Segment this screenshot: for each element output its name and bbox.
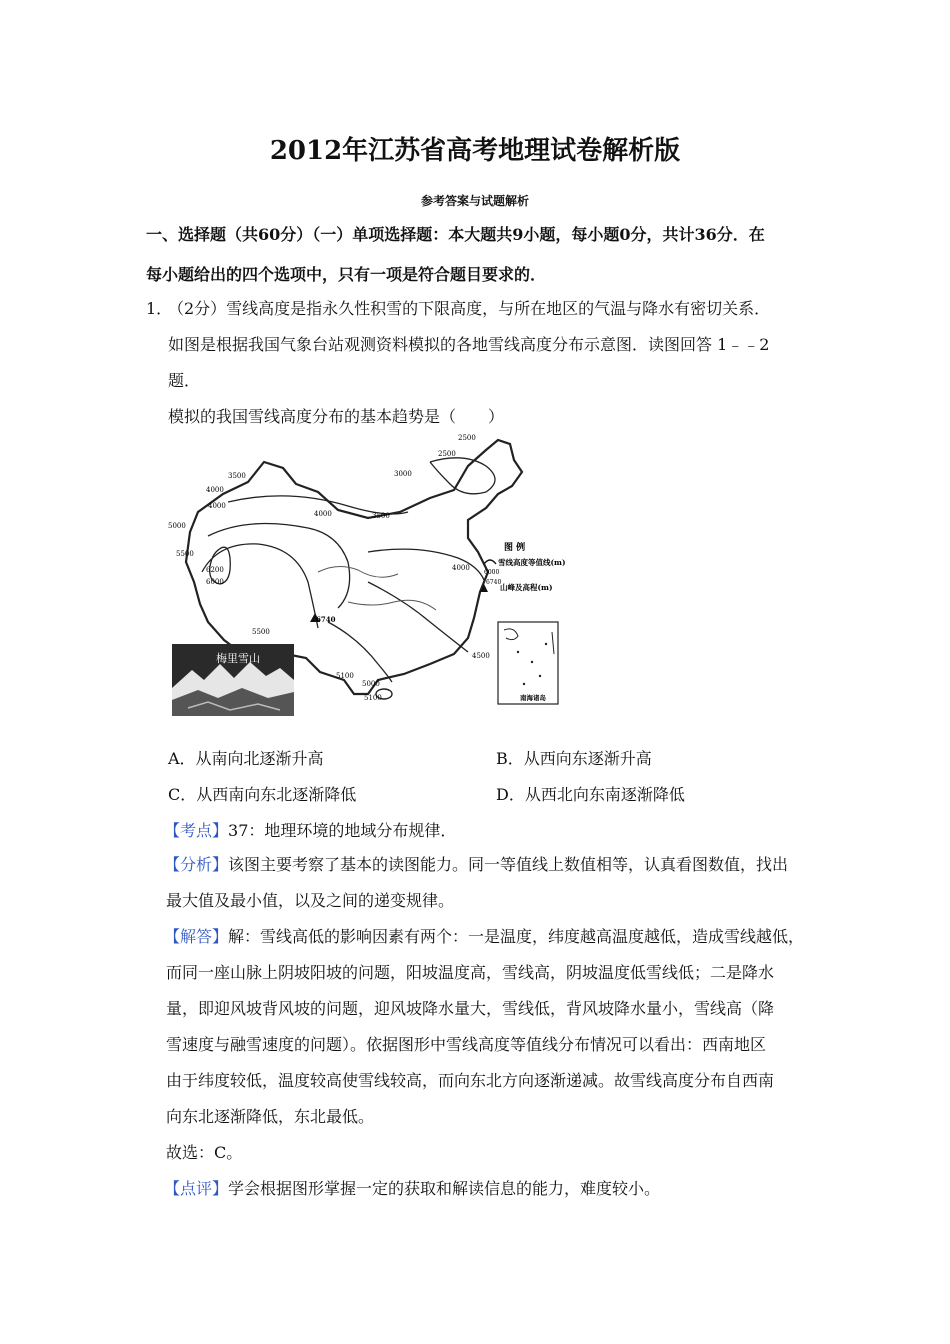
kaodian-tag: 【考点】 [164, 821, 229, 840]
jieda-line1: 解：雪线高低的影响因素有两个：一是温度，纬度越高温度越低，造成雪线越低， [228, 927, 805, 946]
contour-label: 6000 [206, 578, 224, 586]
contour-label: 4500 [472, 652, 490, 660]
contour-label: 4000 [206, 486, 224, 494]
option-b: B．从西向东逐渐升高 [496, 749, 652, 768]
section-heading-line2: 每小题给出的四个选项中，只有一项是符合题目要求的． [146, 265, 547, 284]
contour-label: 5500 [252, 628, 270, 636]
jieda-line4: 雪速度与融雪速度的问题）。依据图形中雪线高度等值线分布情况可以看出：西南地区 [166, 1035, 767, 1054]
section-heading-line1: 一、选择题（共60分）（一）单项选择题：本大题共9小题，每小题0分，共计36分．在 [146, 225, 765, 244]
jieda-line2: 而同一座山脉上阴坡阳坡的问题，阳坡温度高，雪线高，阴坡温度低雪线低；二是降水 [166, 963, 775, 982]
question-number: 1． [146, 299, 173, 318]
contour-label: 4000 [452, 564, 470, 572]
dianping-text: 学会根据图形掌握一定的获取和解读信息的能力，难度较小。 [228, 1179, 661, 1198]
page-title: 2012年江苏省高考地理试卷解析版 [269, 136, 681, 166]
jieda-tag: 【解答】 [164, 927, 229, 946]
option-c: C．从西南向东北逐渐降低 [168, 785, 357, 804]
jieda-line3: 量，即迎风坡背风坡的问题，迎风坡降水量大，雪线低，背风坡降水量小，雪线高（降 [166, 999, 775, 1018]
kaodian-row [164, 818, 456, 841]
south-china-sea-inset [498, 622, 558, 704]
option-d: D．从西北向东南逐渐降低 [496, 785, 685, 804]
option-a: A．从南向北逐渐升高 [168, 749, 324, 768]
fenxi-tag: 【分析】 [164, 855, 229, 874]
answer-line: 故选：C。 [166, 1143, 243, 1162]
legend-contour-label: 雪线高度等值线(m) [498, 558, 566, 567]
contour-label: 6740 [316, 615, 336, 624]
contour-label: 5100 [364, 694, 382, 702]
question-stem-line3: 题． [168, 371, 201, 390]
page-subtitle: 参考答案与试题解析 [420, 194, 529, 208]
inset-caption: 南海诸岛 [520, 694, 546, 702]
contour-label: 6200 [206, 566, 224, 574]
question-prompt: 模拟的我国雪线高度分布的基本趋势是（ ） [168, 407, 505, 426]
question-stem-line2: 如图是根据我国气象台站观测资料模拟的各地雪线高度分布示意图．读图回答 1﹣﹣2 [168, 335, 770, 354]
meili-snow-mountain-photo [172, 644, 294, 716]
contour-line [368, 582, 468, 652]
legend-peak-sample: 6740 [486, 579, 502, 586]
contour-label: 3500 [228, 472, 246, 480]
fenxi-row [164, 852, 788, 875]
river-line [318, 566, 398, 577]
contour-label: 2500 [438, 450, 456, 458]
legend-title: 图 例 [504, 543, 526, 553]
jieda-line6: 向东北逐渐降低，东北最低。 [166, 1107, 375, 1126]
contour-label: 4000 [208, 502, 226, 510]
legend-contour-icon [484, 560, 496, 564]
fenxi-line2: 最大值及最小值，以及之间的递变规律。 [166, 891, 455, 910]
map-legend [480, 541, 566, 592]
contour-label: 5500 [176, 550, 194, 558]
contour-label: 5000 [168, 522, 186, 530]
river-line [348, 600, 436, 610]
contour-label: 4000 [314, 510, 332, 518]
dianping-row [164, 1176, 660, 1199]
jieda-line5: 由于纬度较低，温度较高使雪线较高，而向东北方向逐渐递减。故雪线高度分布自西南 [166, 1071, 775, 1090]
jieda-row [164, 924, 804, 947]
contour-label: 3500 [372, 512, 390, 520]
legend-peak-label: 山峰及高程(m) [500, 583, 553, 592]
contour-label: 2500 [458, 434, 476, 442]
legend-contour-sample: 6000 [484, 569, 500, 576]
question-stem-line1: （2分）雪线高度是指永久性积雪的下限高度，与所在地区的气温与降水有密切关系． [168, 299, 771, 318]
contour-label: 5100 [336, 672, 354, 680]
fenxi-line1: 该图主要考察了基本的读图能力。同一等值线上数值相等，认真看图数值，找出 [228, 855, 789, 874]
contour-line [208, 524, 350, 609]
contour-label: 3000 [394, 470, 412, 478]
snowline-map-figure [168, 432, 580, 718]
contour-label: 5000 [362, 680, 380, 688]
dianping-tag: 【点评】 [164, 1179, 229, 1198]
photo-caption: 梅里雪山 [216, 652, 260, 665]
kaodian-text: 37：地理环境的地域分布规律． [228, 821, 457, 840]
